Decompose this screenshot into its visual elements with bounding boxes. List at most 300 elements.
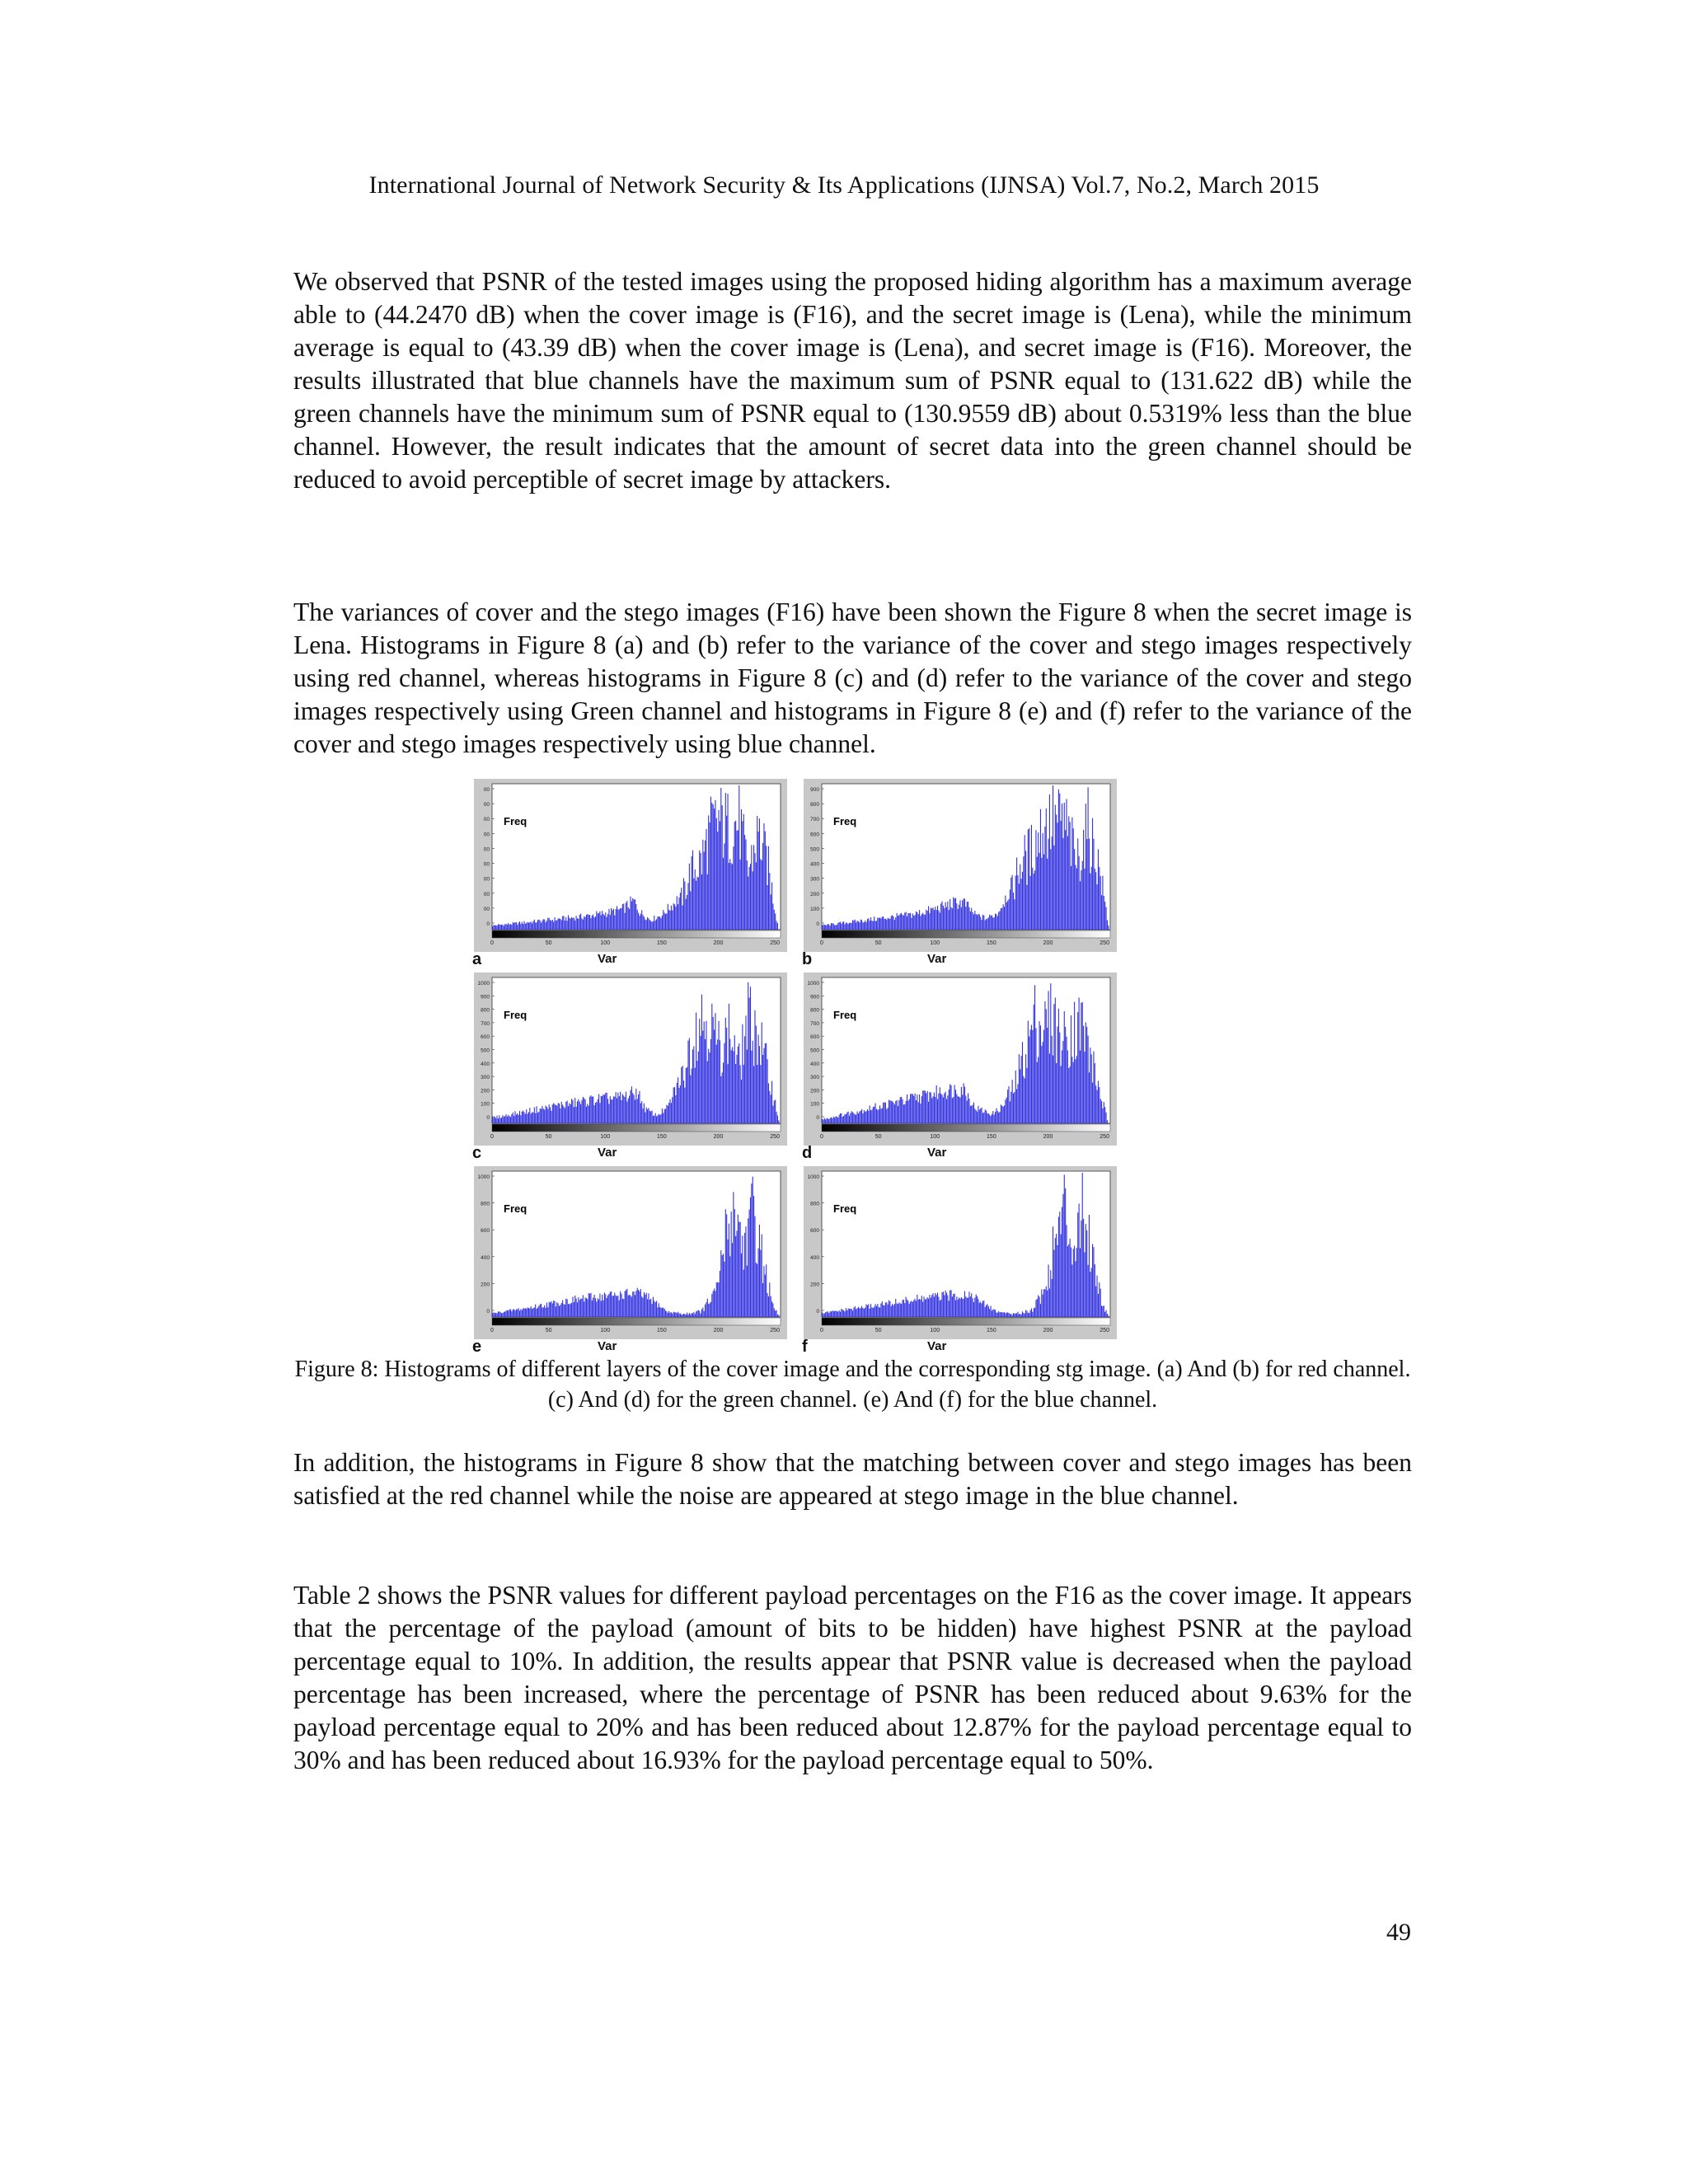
histogram-bar: [858, 1307, 859, 1317]
histogram-bar: [508, 923, 509, 930]
histogram-bar: [1025, 851, 1026, 930]
histogram-bar: [541, 1304, 542, 1317]
histogram-bar: [511, 1311, 512, 1317]
histogram-bar: [680, 1314, 681, 1317]
histogram-bar: [626, 1289, 627, 1317]
histogram-bar: [888, 918, 889, 930]
histogram-bar: [638, 913, 639, 930]
histogram-bar: [599, 912, 600, 930]
histogram-bar: [1041, 858, 1042, 930]
histogram-bar: [595, 916, 596, 930]
histogram-bar: [983, 1113, 984, 1123]
y-tick-label: 00: [483, 817, 490, 823]
histogram-bar: [944, 1295, 945, 1317]
histogram-bar: [568, 1304, 569, 1317]
x-tick-label: 250: [770, 940, 780, 946]
histogram-bar: [1104, 1107, 1105, 1123]
histogram-bar: [1101, 895, 1102, 930]
histogram-bar: [1037, 1062, 1038, 1123]
histogram-bar: [562, 916, 563, 930]
histogram-bar: [666, 913, 667, 930]
histogram-bar: [513, 1116, 514, 1123]
histogram-bar: [1034, 985, 1035, 1123]
histogram-bar: [945, 1092, 946, 1123]
histogram-bar: [509, 925, 510, 930]
histogram-bar: [717, 832, 718, 930]
histogram-bar: [886, 1302, 887, 1317]
histogram-bar: [840, 922, 841, 930]
histogram-bar: [994, 917, 995, 930]
histogram-bar: [879, 1308, 880, 1317]
histogram-bar: [849, 1116, 850, 1123]
histogram-bar: [661, 918, 662, 930]
histogram-bar: [1049, 1288, 1050, 1317]
histogram-bar: [982, 1113, 983, 1123]
y-tick-label: 00: [483, 861, 490, 868]
histogram-bar: [682, 906, 683, 930]
histogram-bar: [989, 915, 990, 930]
histogram-bar: [1062, 1041, 1063, 1123]
histogram-bar: [982, 1301, 983, 1317]
histogram-bar: [848, 1309, 849, 1317]
histogram-bar: [648, 918, 649, 930]
histogram-bar: [664, 912, 665, 930]
histogram-bar: [1028, 829, 1029, 930]
histogram-bar: [556, 920, 557, 930]
paragraph-psnr-observation: We observed that PSNR of the tested images using the proposed hiding algorithm has a maximum average able to (44.2470 dB) when the cover image is (F16), and the secret image is (Lena), while the minimum average is equal to (43.39 dB) when the cover image is (Lena), and secret image is (F16). Moreover, the results illustrated that blue channels have the maximum sum of PSNR equal to (131.622 dB) while the green channels have the minimum sum of PSNR equal to (130.9559 dB) about 0.5319% less than the blue channel. However, the result indicates that the amount of secret data into the green channel should be reduced to avoid perceptible of secret image by attackers.: [293, 267, 1412, 494]
histogram-bar: [842, 1117, 843, 1123]
histogram-bar: [1017, 875, 1018, 930]
histogram-bar: [516, 922, 517, 930]
histogram-bar: [1073, 1249, 1074, 1317]
histogram-bar: [940, 903, 941, 930]
x-axis-label-f: Var: [927, 1339, 947, 1353]
histogram-bar: [583, 920, 584, 930]
histogram-bar: [649, 920, 650, 930]
y-tick-label: 00: [483, 787, 490, 793]
histogram-bar: [554, 917, 555, 930]
histogram-bar: [876, 921, 877, 930]
histogram-bar: [720, 788, 721, 930]
x-tick-label: 200: [1043, 1328, 1053, 1333]
x-tick-label: 150: [987, 1328, 996, 1333]
histogram-bar: [1005, 896, 1006, 930]
histogram-bar: [696, 1061, 697, 1123]
histogram-bar: [937, 1099, 938, 1123]
histogram-bar: [929, 1295, 930, 1317]
histogram-bar: [552, 1104, 553, 1123]
histogram-bar: [544, 1109, 545, 1123]
histogram-bar: [546, 1303, 547, 1317]
histogram-bar: [977, 915, 978, 930]
histogram-bar: [681, 888, 682, 930]
histogram-bar: [985, 921, 986, 930]
paragraph-payload-psnr: Table 2 shows the PSNR values for different payload percentages on the F16 as the cover image. It appears that the percentage of the payload (amount of bits to be hidden) have highest PSNR at the payload percentage equal to 10%. In addition, the results appear that PSNR value is decreased when the payload percentage has been increased, where the percentage of PSNR has been reduced about 9.63% for the payload percentage equal to 20% and has been reduced about 12.87% for the payload percentage equal to 30% and has been reduced about 16.93% for the payload percentage equal to 50%.: [293, 1581, 1412, 1774]
histogram-bar: [888, 1108, 889, 1123]
histogram-bar: [979, 1110, 980, 1124]
y-tick-label: 900: [810, 787, 819, 793]
histogram-bar: [729, 859, 730, 930]
histogram-bar: [953, 1097, 954, 1123]
histogram-bar: [1016, 1089, 1017, 1123]
histogram-bar: [504, 1116, 505, 1123]
histogram-bar: [1037, 857, 1038, 930]
histogram-bar: [871, 1307, 872, 1317]
histogram-bar: [517, 1310, 518, 1317]
histogram-bar: [639, 1291, 640, 1317]
histogram-bar: [696, 1310, 697, 1317]
y-tick-label: 00: [483, 876, 490, 883]
histogram-bar: [751, 1051, 752, 1123]
histogram-bar: [727, 1240, 728, 1317]
histogram-bar: [1091, 1268, 1092, 1317]
histogram-bar: [927, 911, 928, 930]
histogram-bar: [570, 1304, 571, 1317]
histogram-bar: [936, 1295, 937, 1317]
histogram-bar: [933, 1293, 934, 1317]
histogram-bar: [520, 1309, 521, 1317]
histogram-bar: [669, 911, 670, 930]
histogram-bar: [912, 1302, 913, 1317]
histogram-bar: [824, 925, 825, 930]
histogram-bar: [543, 1108, 544, 1123]
histogram-bar: [844, 924, 845, 930]
histogram-bar: [637, 1099, 638, 1123]
histogram-bar: [619, 1301, 620, 1317]
histogram-bar: [907, 1101, 908, 1123]
histogram-bar: [1102, 1306, 1103, 1317]
histogram-bar: [891, 916, 892, 930]
histogram-bar: [1107, 1314, 1108, 1317]
grayscale-ramp: [492, 930, 781, 938]
histogram-bar: [841, 1113, 842, 1123]
histogram-bar: [623, 1299, 624, 1317]
x-tick-label: 0: [490, 940, 494, 946]
histogram-bar: [822, 1119, 823, 1123]
histogram-bar: [767, 1059, 768, 1123]
running-header: International Journal of Network Security & Its Applications (IJNSA) Vol.7, No.2, March 2015: [368, 171, 1320, 199]
histogram-bar: [1066, 799, 1067, 930]
histogram-bar: [875, 1104, 876, 1123]
histogram-bar: [974, 1297, 975, 1317]
histogram-bar: [1084, 1252, 1085, 1317]
histogram-bar: [543, 1307, 544, 1317]
histogram-bar: [1076, 1056, 1077, 1123]
histogram-bar: [547, 1307, 548, 1317]
histogram-bar: [602, 1096, 603, 1123]
histogram-bar: [771, 883, 772, 930]
histogram-bar: [919, 1299, 920, 1317]
histogram-bar: [906, 912, 907, 930]
histogram-bar: [588, 1106, 589, 1123]
histogram-bar: [1013, 893, 1014, 930]
histogram-bar: [571, 1303, 572, 1317]
histogram-bar: [569, 1305, 570, 1317]
histogram-bar: [535, 1113, 536, 1123]
histogram-bar: [921, 1096, 922, 1123]
histogram-bar: [1056, 1063, 1057, 1123]
histogram-bar: [620, 1092, 621, 1123]
histogram-bar: [518, 1115, 519, 1123]
y-tick-label: 800: [481, 1007, 490, 1014]
histogram-bar: [637, 910, 638, 930]
histogram-bar: [915, 1094, 916, 1123]
histogram-bar: [625, 913, 626, 930]
histogram-bar: [579, 1300, 580, 1317]
histogram-bar: [883, 1103, 884, 1123]
histogram-bar: [585, 1297, 586, 1317]
histogram-bar: [611, 1291, 612, 1317]
histogram-bar: [669, 1313, 670, 1317]
histogram-bar: [762, 843, 763, 930]
histogram-bar: [549, 918, 550, 930]
histogram-bar: [1052, 837, 1053, 930]
histogram-bar: [897, 913, 898, 930]
histogram-bar: [1044, 827, 1045, 930]
histogram-bar: [510, 1117, 511, 1123]
histogram-bar: [997, 1313, 998, 1317]
histogram-bar: [568, 915, 569, 930]
histogram-bar: [616, 1092, 617, 1123]
y-tick-label: 0: [486, 1309, 490, 1315]
histogram-bar: [649, 1300, 650, 1317]
histogram-bar: [902, 1099, 903, 1123]
histogram-bar: [977, 1296, 978, 1317]
histogram-bar: [931, 1098, 932, 1123]
histogram-bar: [885, 1302, 886, 1317]
x-tick-label: 200: [1043, 1134, 1053, 1140]
histogram-bar: [502, 925, 503, 930]
histogram-bar: [1037, 1299, 1038, 1317]
histogram-bar: [498, 924, 499, 930]
histogram-bar: [616, 1296, 617, 1317]
histogram-bar: [876, 1109, 877, 1123]
histogram-bar: [973, 1103, 974, 1123]
histogram-svg-c: [474, 972, 787, 1146]
histogram-bar: [769, 1091, 770, 1123]
histogram-bar: [492, 1313, 493, 1317]
histogram-bar: [648, 1108, 649, 1123]
histogram-bar: [725, 793, 726, 930]
histogram-bar: [775, 1310, 776, 1317]
histogram-bar: [922, 1090, 923, 1123]
histogram-bar: [1093, 839, 1094, 930]
histogram-bar: [753, 845, 754, 930]
histogram-bar: [1067, 1050, 1068, 1123]
histogram-bar: [861, 920, 862, 930]
histogram-bar: [868, 1304, 869, 1317]
y-tick-label: 00: [483, 802, 490, 808]
histogram-bar: [671, 906, 672, 930]
histogram-bar: [936, 910, 937, 930]
histogram-bar: [733, 1192, 734, 1317]
histogram-bar: [720, 1250, 721, 1317]
histogram-bar: [879, 1105, 880, 1123]
histogram-bar: [554, 1104, 555, 1123]
histogram-bar: [1100, 1289, 1101, 1317]
histogram-bar: [599, 1103, 600, 1123]
histogram-bar: [605, 1093, 606, 1123]
histogram-bar: [750, 864, 751, 930]
histogram-bar: [857, 1308, 858, 1317]
histogram-bar: [590, 918, 591, 930]
histogram-bar: [767, 1293, 768, 1317]
histogram-bar: [1056, 1234, 1057, 1317]
histogram-bar: [833, 924, 834, 930]
histogram-bar: [705, 841, 706, 930]
histogram-bar: [938, 911, 939, 930]
grayscale-ramp: [822, 1318, 1110, 1325]
histogram-bar: [992, 1111, 993, 1123]
histogram-bar: [640, 1104, 641, 1123]
histogram-bar: [916, 1100, 917, 1123]
histogram-bar: [616, 909, 617, 930]
histogram-bar: [880, 918, 881, 930]
histogram-bar: [496, 926, 497, 930]
histogram-bar: [855, 920, 856, 930]
histogram-bar: [925, 1300, 926, 1317]
histogram-bar: [1077, 838, 1078, 930]
histogram-bar: [514, 1310, 515, 1317]
histogram-bar: [519, 1310, 520, 1317]
grayscale-ramp: [822, 1124, 1110, 1132]
histogram-bar: [903, 1104, 904, 1123]
histogram-bar: [1022, 1042, 1023, 1123]
histogram-bar: [738, 785, 739, 930]
histogram-bar: [731, 863, 732, 930]
histogram-bar: [1064, 1174, 1065, 1317]
histogram-bar: [717, 1282, 718, 1317]
histogram-bar: [775, 913, 776, 930]
histogram-bar: [547, 918, 548, 930]
histogram-bar: [578, 1099, 579, 1123]
histogram-bar: [964, 1291, 965, 1317]
histogram-bar: [710, 1302, 711, 1317]
histogram-bar: [1022, 1311, 1023, 1317]
histogram-bar: [1047, 1291, 1048, 1317]
histogram-bar: [931, 1295, 932, 1317]
histogram-bar: [665, 1310, 666, 1317]
histogram-bar: [1065, 1188, 1066, 1317]
histogram-bar: [776, 1112, 777, 1123]
histogram-bar: [937, 1293, 938, 1317]
histogram-bar: [1014, 899, 1015, 930]
histogram-bar: [622, 1299, 623, 1317]
histogram-bar: [598, 1300, 599, 1317]
histogram-bar: [661, 1308, 662, 1317]
histogram-bar: [620, 908, 621, 930]
histogram-bar: [768, 1296, 769, 1317]
histogram-bar: [516, 1114, 517, 1123]
histogram-bar: [959, 1299, 960, 1317]
histogram-bar: [492, 926, 493, 930]
histogram-bar: [1106, 1113, 1107, 1123]
histogram-bar: [653, 921, 654, 930]
histogram-bar: [541, 1108, 542, 1123]
histogram-bar: [1052, 1279, 1053, 1317]
histogram-bar: [1034, 870, 1035, 930]
histogram-bar: [640, 1289, 641, 1317]
histogram-bar: [629, 1295, 630, 1317]
histogram-bar: [605, 912, 606, 930]
histogram-bar: [953, 898, 954, 930]
histogram-bar: [1106, 907, 1107, 930]
histogram-bar: [1006, 1098, 1007, 1123]
histogram-bar: [493, 925, 494, 930]
histogram-bar: [877, 917, 878, 930]
histogram-bar: [558, 1303, 559, 1317]
histogram-bar: [495, 1313, 496, 1317]
histogram-bar: [666, 1311, 667, 1317]
histogram-bar: [1068, 1244, 1069, 1317]
histogram-bar: [1026, 1068, 1027, 1123]
histogram-bar: [1099, 1087, 1100, 1123]
histogram-bar: [1074, 849, 1075, 930]
histogram-bar: [988, 917, 989, 930]
histogram-bar: [866, 1305, 867, 1317]
y-tick-label: 00: [483, 846, 490, 853]
histogram-bar: [734, 822, 735, 930]
histogram-bar: [699, 851, 700, 930]
histogram-bar: [835, 1310, 836, 1317]
histogram-bar: [735, 821, 736, 930]
histogram-bar: [567, 921, 568, 930]
histogram-bar: [638, 1290, 639, 1317]
histogram-bar: [608, 1294, 609, 1317]
histogram-bar: [925, 1091, 926, 1123]
histogram-bar: [674, 904, 675, 930]
histogram-bar: [956, 1094, 957, 1123]
histogram-bar: [1099, 1282, 1100, 1317]
histogram-bar: [1055, 997, 1056, 1123]
histogram-bar: [639, 916, 640, 930]
histogram-bar: [768, 1083, 769, 1123]
histogram-bar: [604, 916, 605, 930]
histogram-bar: [550, 1107, 551, 1123]
histogram-bar: [572, 918, 573, 930]
histogram-bar: [937, 906, 938, 930]
histogram-bar: [598, 913, 599, 930]
histogram-bar: [774, 1100, 775, 1123]
histogram-bar: [1079, 1203, 1080, 1317]
histogram-bar: [1079, 997, 1080, 1123]
histogram-bar: [610, 915, 611, 930]
histogram-bar: [944, 1094, 945, 1123]
histogram-bar: [848, 1112, 849, 1123]
histogram-bar: [834, 1311, 835, 1317]
histogram-bar: [614, 1097, 615, 1123]
y-tick-label: 1000: [807, 1174, 819, 1180]
histogram-bar: [571, 917, 572, 930]
histogram-bar: [943, 1098, 944, 1123]
y-tick-label: 800: [810, 1007, 819, 1014]
histogram-bar: [1108, 926, 1109, 930]
histogram-bar: [924, 1090, 925, 1123]
histogram-bar: [753, 1066, 754, 1123]
y-tick-label: 300: [810, 1075, 819, 1081]
histogram-bar: [603, 1094, 604, 1123]
histogram-bar: [509, 1116, 510, 1123]
histogram-bar: [1015, 876, 1016, 930]
histogram-bar: [883, 916, 884, 930]
histogram-bar: [1053, 1250, 1054, 1318]
histogram-bar: [736, 1230, 737, 1317]
histogram-bar: [628, 1099, 629, 1123]
histogram-bar: [586, 1107, 587, 1123]
histogram-bar: [666, 1105, 667, 1123]
histogram-bar: [563, 916, 564, 930]
x-tick-label: 150: [657, 1134, 667, 1140]
